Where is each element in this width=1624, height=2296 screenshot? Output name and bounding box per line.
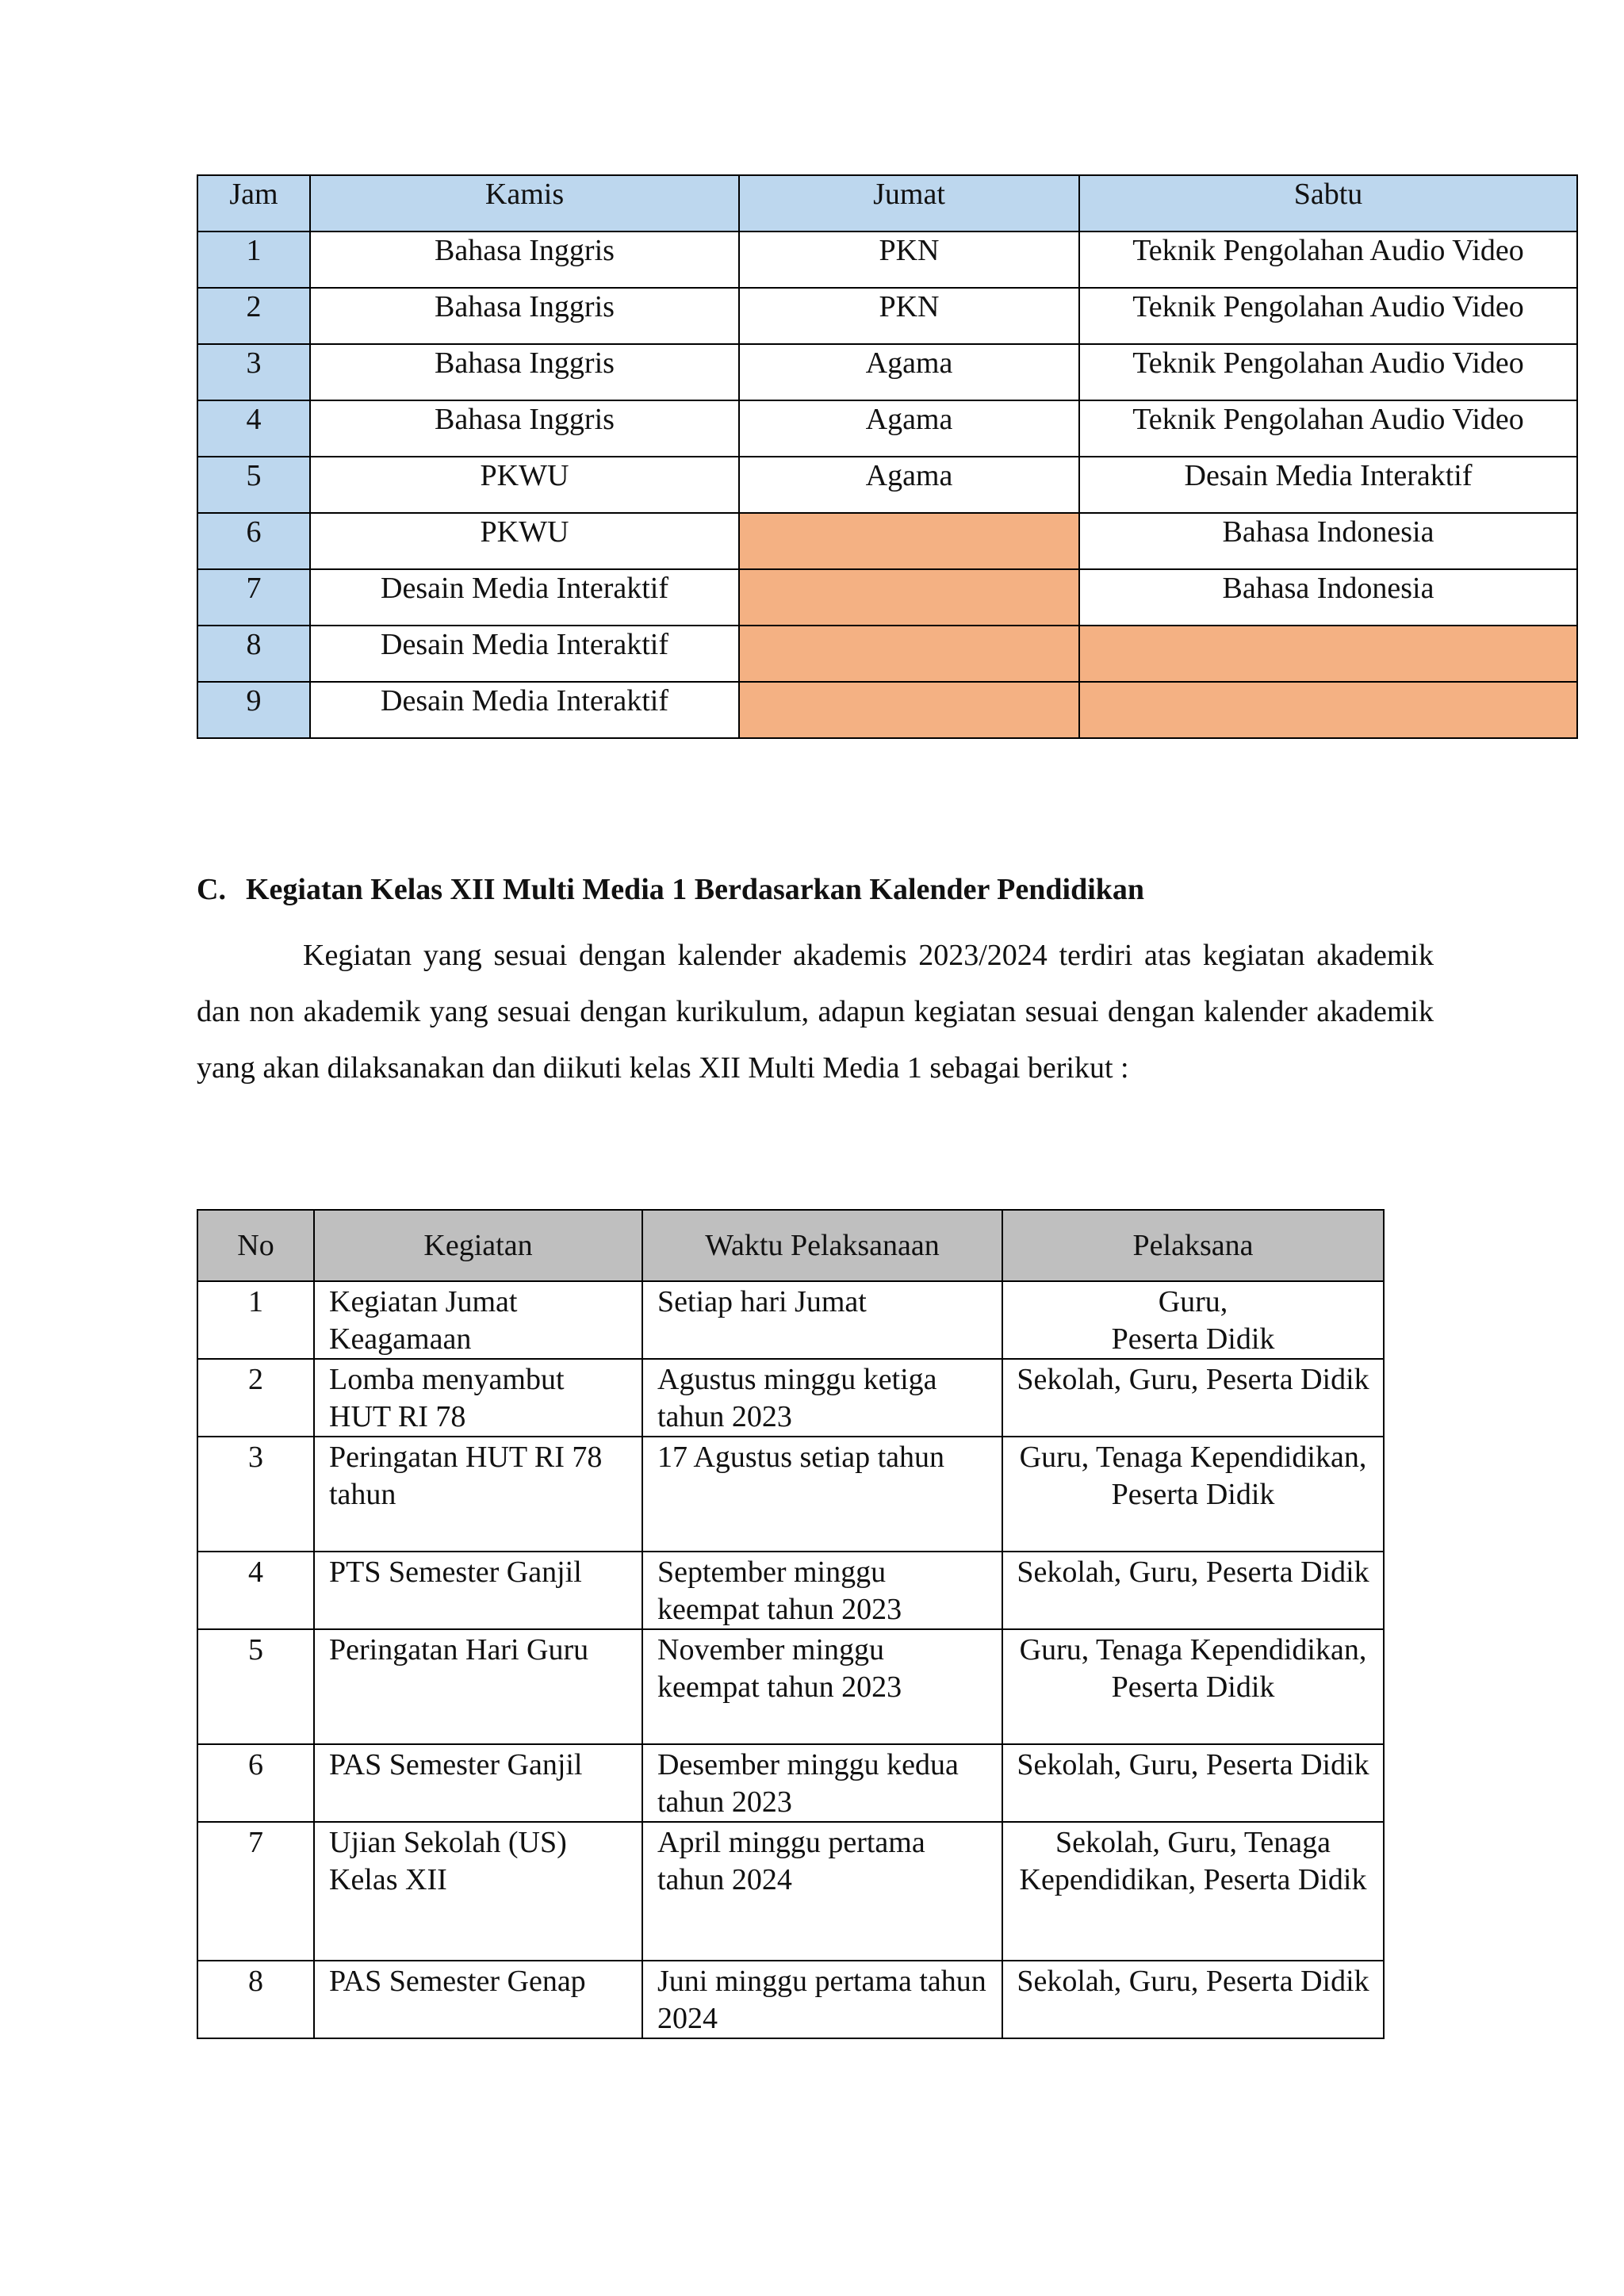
activity-pelaksana: Sekolah, Guru, Tenaga Kependidikan, Peserta Didik bbox=[1002, 1822, 1384, 1961]
table-row bbox=[197, 1281, 1384, 1359]
activity-pelaksana-line: Guru, Peserta Didik bbox=[1111, 1285, 1275, 1356]
schedule-kamis-cell: Bahasa Inggris bbox=[310, 232, 739, 288]
schedule-sabtu-cell: Desain Media Interaktif bbox=[1079, 457, 1577, 513]
schedule-header-jumat: Jumat bbox=[739, 175, 1079, 232]
schedule-jam-cell: 8 bbox=[197, 626, 310, 682]
schedule-row bbox=[197, 626, 1577, 682]
schedule-sabtu-cell: Teknik Pengolahan Audio Video bbox=[1079, 400, 1577, 457]
activity-no: 8 bbox=[197, 1961, 314, 2038]
section-paragraph: Kegiatan yang sesuai dengan kalender akademis 2023/2024 terdiri atas kegiatan akademik dan non akademik yang sesuai dengan kurikulum, adapun kegiatan sesuai dengan kalender akademik yang akan dilaksanakan dan diikuti kelas XII Multi Media 1 sebagai berikut : bbox=[197, 939, 1434, 1085]
schedule-row bbox=[197, 457, 1577, 513]
activity-pelaksana: Guru, Tenaga Kependidikan, Peserta Didik bbox=[1002, 1629, 1384, 1744]
activity-pelaksana: Sekolah, Guru, Peserta Didik bbox=[1002, 1359, 1384, 1437]
activity-pelaksana: Sekolah, Guru, Peserta Didik bbox=[1002, 1552, 1384, 1629]
schedule-kamis-cell: PKWU bbox=[310, 513, 739, 569]
schedule-kamis-cell: Bahasa Inggris bbox=[310, 288, 739, 344]
section-heading bbox=[197, 872, 1144, 907]
schedule-jumat-cell: Agama bbox=[739, 344, 1079, 400]
schedule-jam-cell: 4 bbox=[197, 400, 310, 457]
table-row bbox=[197, 1359, 1384, 1437]
table-row bbox=[197, 1744, 1384, 1822]
activity-kegiatan: PAS Semester Ganjil bbox=[314, 1744, 642, 1822]
activity-waktu: April minggu pertama tahun 2024 bbox=[642, 1822, 1002, 1961]
activities-header-row bbox=[197, 1210, 1384, 1281]
schedule-kamis-cell: Bahasa Inggris bbox=[310, 400, 739, 457]
schedule-header-jam: Jam bbox=[197, 175, 310, 232]
table-row bbox=[197, 1822, 1384, 1961]
activity-no: 6 bbox=[197, 1744, 314, 1822]
activity-waktu: Juni minggu pertama tahun 2024 bbox=[642, 1961, 1002, 2038]
schedule-kamis-cell: Bahasa Inggris bbox=[310, 344, 739, 400]
schedule-jam-cell: 3 bbox=[197, 344, 310, 400]
schedule-jam-cell: 9 bbox=[197, 682, 310, 738]
schedule-kamis-cell: Desain Media Interaktif bbox=[310, 626, 739, 682]
schedule-empty-slot bbox=[739, 569, 1079, 626]
schedule-row bbox=[197, 344, 1577, 400]
activity-no: 2 bbox=[197, 1359, 314, 1437]
activity-no: 7 bbox=[197, 1822, 314, 1961]
schedule-sabtu-cell: Teknik Pengolahan Audio Video bbox=[1079, 344, 1577, 400]
activity-waktu: September minggu keempat tahun 2023 bbox=[642, 1552, 1002, 1629]
activity-no: 3 bbox=[197, 1437, 314, 1552]
activity-waktu: 17 Agustus setiap tahun bbox=[642, 1437, 1002, 1552]
schedule-row bbox=[197, 232, 1577, 288]
activities-header-kegiatan: Kegiatan bbox=[314, 1210, 642, 1281]
activity-kegiatan: PAS Semester Genap bbox=[314, 1961, 642, 2038]
schedule-sabtu-cell: Bahasa Indonesia bbox=[1079, 513, 1577, 569]
activity-pelaksana bbox=[1002, 1281, 1384, 1359]
schedule-kamis-cell: PKWU bbox=[310, 457, 739, 513]
schedule-empty-slot bbox=[739, 626, 1079, 682]
activity-kegiatan: Kegiatan Jumat Keagamaan bbox=[314, 1281, 642, 1359]
schedule-jam-cell: 5 bbox=[197, 457, 310, 513]
activity-no: 4 bbox=[197, 1552, 314, 1629]
schedule-sabtu-cell: Teknik Pengolahan Audio Video bbox=[1079, 232, 1577, 288]
table-row bbox=[197, 1629, 1384, 1744]
schedule-jam-cell: 7 bbox=[197, 569, 310, 626]
activities-header-no: No bbox=[197, 1210, 314, 1281]
activity-kegiatan: Ujian Sekolah (US) Kelas XII bbox=[314, 1822, 642, 1961]
schedule-jam-cell: 6 bbox=[197, 513, 310, 569]
schedule-row bbox=[197, 569, 1577, 626]
schedule-row bbox=[197, 682, 1577, 738]
activity-kegiatan: Peringatan HUT RI 78 tahun bbox=[314, 1437, 642, 1552]
schedule-jumat-cell: PKN bbox=[739, 288, 1079, 344]
table-row bbox=[197, 1552, 1384, 1629]
activity-no: 5 bbox=[197, 1629, 314, 1744]
schedule-empty-slot bbox=[1079, 626, 1577, 682]
activities-header-waktu: Waktu Pelaksanaan bbox=[642, 1210, 1002, 1281]
schedule-row bbox=[197, 288, 1577, 344]
schedule-empty-slot bbox=[1079, 682, 1577, 738]
activity-kegiatan: PTS Semester Ganjil bbox=[314, 1552, 642, 1629]
activity-kegiatan: Peringatan Hari Guru bbox=[314, 1629, 642, 1744]
activity-pelaksana: Sekolah, Guru, Peserta Didik bbox=[1002, 1961, 1384, 2038]
activity-no: 1 bbox=[197, 1281, 314, 1359]
table-row bbox=[197, 1437, 1384, 1552]
table-row bbox=[197, 1961, 1384, 2038]
schedule-header-kamis: Kamis bbox=[310, 175, 739, 232]
schedule-row bbox=[197, 400, 1577, 457]
activities-header-pelaksana: Pelaksana bbox=[1002, 1210, 1384, 1281]
schedule-jumat-cell: Agama bbox=[739, 400, 1079, 457]
activity-waktu: Agustus minggu ketiga tahun 2023 bbox=[642, 1359, 1002, 1437]
activity-pelaksana: Sekolah, Guru, Peserta Didik bbox=[1002, 1744, 1384, 1822]
schedule-kamis-cell: Desain Media Interaktif bbox=[310, 682, 739, 738]
schedule-empty-slot bbox=[739, 682, 1079, 738]
schedule-sabtu-cell: Teknik Pengolahan Audio Video bbox=[1079, 288, 1577, 344]
schedule-jam-cell: 2 bbox=[197, 288, 310, 344]
schedule-jumat-cell: PKN bbox=[739, 232, 1079, 288]
schedule-empty-slot bbox=[739, 513, 1079, 569]
activity-pelaksana: Guru, Tenaga Kependidikan, Peserta Didik bbox=[1002, 1437, 1384, 1552]
activity-waktu: November minggu keempat tahun 2023 bbox=[642, 1629, 1002, 1744]
activity-kegiatan: Lomba menyambut HUT RI 78 bbox=[314, 1359, 642, 1437]
section-title: Kegiatan Kelas XII Multi Media 1 Berdasarkan Kalender Pendidikan bbox=[246, 873, 1145, 906]
schedule-header-row bbox=[197, 175, 1577, 232]
schedule-jumat-cell: Agama bbox=[739, 457, 1079, 513]
section-number: C. bbox=[197, 873, 226, 906]
activity-waktu: Setiap hari Jumat bbox=[642, 1281, 1002, 1359]
schedule-jam-cell: 1 bbox=[197, 232, 310, 288]
schedule-table bbox=[197, 174, 1578, 739]
schedule-row bbox=[197, 513, 1577, 569]
activity-waktu: Desember minggu kedua tahun 2023 bbox=[642, 1744, 1002, 1822]
schedule-kamis-cell: Desain Media Interaktif bbox=[310, 569, 739, 626]
schedule-sabtu-cell: Bahasa Indonesia bbox=[1079, 569, 1577, 626]
schedule-header-sabtu: Sabtu bbox=[1079, 175, 1577, 232]
activities-table bbox=[197, 1209, 1385, 2039]
